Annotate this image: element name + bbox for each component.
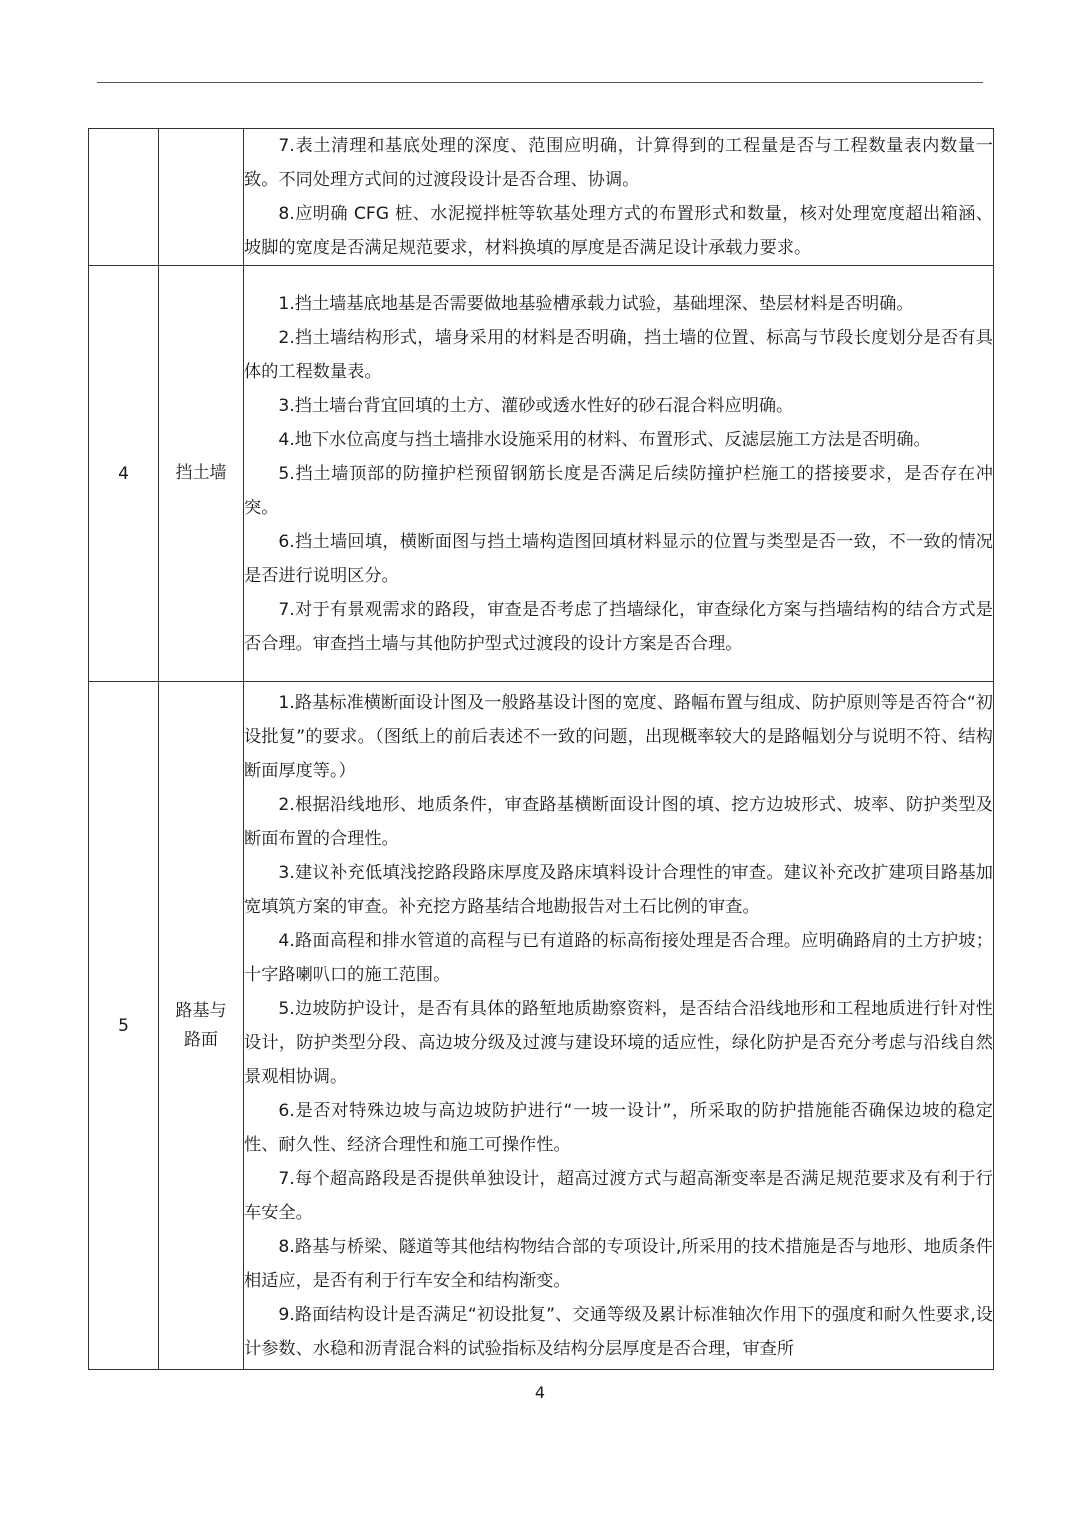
table-row xyxy=(89,682,994,1370)
header-rule xyxy=(97,82,983,83)
category-line: 路面 xyxy=(184,1029,218,1050)
review-item: 8.路基与桥梁、隧道等其他结构物结合部的专项设计,所采用的技术措施是否与地形、地质条件相适应，是否有利于行车安全和结构渐变。 xyxy=(244,1236,993,1291)
review-item: 5.边坡防护设计，是否有具体的路堑地质勘察资料，是否结合沿线地形和工程地质进行针对性设计，防护类型分段、高边坡分级及过渡与建设环境的适应性，绿化防护是否充分考虑与沿线自然景观相协调。 xyxy=(244,998,993,1087)
review-item: 7.每个超高路段是否提供单独设计，超高过渡方式与超高渐变率是否满足规范要求及有利于行车安全。 xyxy=(244,1168,993,1223)
review-item: 4.路面高程和排水管道的高程与已有道路的标高衔接处理是否合理。应明确路肩的土方护坡；十字路喇叭口的施工范围。 xyxy=(244,930,993,985)
review-item: 6.是否对特殊边坡与高边坡防护进行“一坡一设计”，所采取的防护措施能否确保边坡的稳定性、耐久性、经济合理性和施工可操作性。 xyxy=(244,1100,993,1155)
review-item: 9.路面结构设计是否满足“初设批复”、交通等级及累计标准轴次作用下的强度和耐久性要求,设计参数、水稳和沥青混合料的试验指标及结构分层厚度是否合理，审查所 xyxy=(244,1304,993,1359)
row-number: 4 xyxy=(89,266,159,682)
table-row xyxy=(89,129,994,266)
row-number xyxy=(89,129,159,266)
table-row xyxy=(89,266,994,682)
review-item: 1.挡土墙基底地基是否需要做地基验槽承载力试验，基础埋深、垫层材料是否明确。 xyxy=(278,293,914,314)
review-item: 3.建议补充低填浅挖路段路床厚度及路床填料设计合理性的审查。建议补充改扩建项目路基加宽填筑方案的审查。补充挖方路基结合地勘报告对土石比例的审查。 xyxy=(244,862,993,917)
row-content xyxy=(244,682,994,1370)
row-category xyxy=(159,129,244,266)
row-number: 5 xyxy=(89,682,159,1370)
review-item: 1.路基标准横断面设计图及一般路基设计图的宽度、路幅布置与组成、防护原则等是否符合“初设批复”的要求。（图纸上的前后表述不一致的问题，出现概率较大的是路幅划分与说明不符、结构断面厚度等。） xyxy=(244,692,993,781)
row-content xyxy=(244,266,994,682)
review-item: 5.挡土墙顶部的防撞护栏预留钢筋长度是否满足后续防撞护栏施工的搭接要求，是否存在冲突。 xyxy=(244,463,993,518)
review-item: 2.根据沿线地形、地质条件，审查路基横断面设计图的填、挖方边坡形式、坡率、防护类型及断面布置的合理性。 xyxy=(244,794,993,849)
review-table xyxy=(88,128,994,1370)
row-content xyxy=(244,129,994,266)
review-item: 2.挡土墙结构形式，墙身采用的材料是否明确，挡土墙的位置、标高与节段长度划分是否有具体的工程数量表。 xyxy=(244,327,993,382)
review-item: 8.应明确 CFG 桩、水泥搅拌桩等软基处理方式的布置形式和数量，核对处理宽度超出箱涵、坡脚的宽度是否满足规范要求，材料换填的厚度是否满足设计承载力要求。 xyxy=(244,204,993,258)
review-item: 7.对于有景观需求的路段，审查是否考虑了挡墙绿化，审查绿化方案与挡墙结构的结合方式是否合理。审查挡土墙与其他防护型式过渡段的设计方案是否合理。 xyxy=(244,599,993,654)
row-category: 挡土墙 xyxy=(159,266,244,682)
page-number: 4 xyxy=(534,1383,546,1402)
review-item: 3.挡土墙台背宜回填的土方、灌砂或透水性好的砂石混合料应明确。 xyxy=(278,395,794,416)
row-category xyxy=(159,682,244,1370)
review-item: 4.地下水位高度与挡土墙排水设施采用的材料、布置形式、反滤层施工方法是否明确。 xyxy=(278,429,931,450)
review-item: 7.表土清理和基底处理的深度、范围应明确，计算得到的工程量是否与工程数量表内数量一致。不同处理方式间的过渡段设计是否合理、协调。 xyxy=(244,136,993,190)
category-line: 路基与 xyxy=(175,1000,227,1021)
review-item: 6.挡土墙回填，横断面图与挡土墙构造图回填材料显示的位置与类型是否一致，不一致的情况是否进行说明区分。 xyxy=(244,531,993,586)
